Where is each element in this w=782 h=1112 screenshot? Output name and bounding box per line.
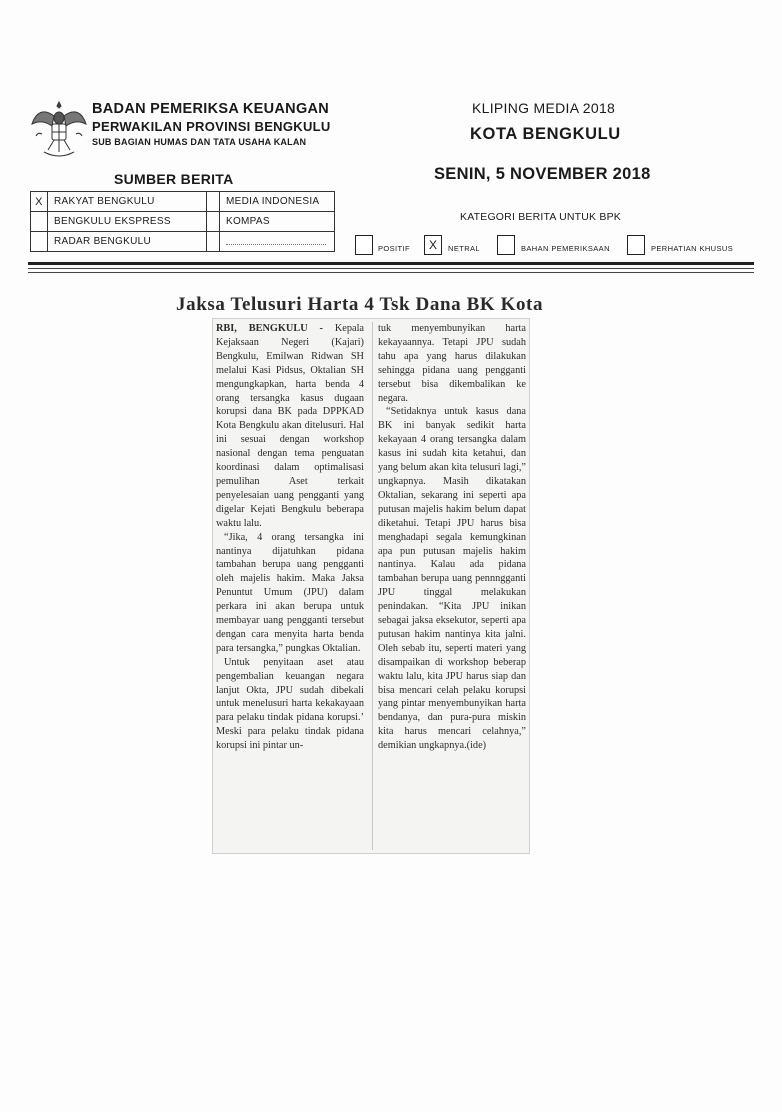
source-mark[interactable] — [31, 232, 48, 252]
checkbox-positif[interactable] — [355, 235, 373, 255]
article-column-1 — [216, 322, 364, 753]
source-name-2 — [220, 232, 335, 252]
checkbox-bahan-pemeriksaan[interactable] — [497, 235, 515, 255]
source-name: RADAR BENGKULU — [48, 232, 207, 252]
blank-source-line — [226, 235, 326, 245]
article-paragraph: “Jika, 4 orang tersangka ini nantinya dijatuhkan pidana tambahan berupa uang pengganti oleh majelis hakim. Maka Jaksa Penuntut Umum (JPU) dalam perkara ini akan berupa untuk membayar uang pengganti tersebut dengan cara menyita harta benda para tersangka,” pungkas Oktalian. — [216, 531, 364, 654]
article-paragraph: Untuk penyitaan aset atau pengembalian keuangan negara lanjut Okta, JPU sudah dibekali untuk menelusuri harta kekakayaan para pelaku tindak pidana korupsi.’ Meski para pelaku tindak pidana korupsi ini pintar un- — [216, 656, 364, 752]
source-mark-2[interactable] — [207, 192, 220, 212]
source-mark-2[interactable] — [207, 232, 220, 252]
header-rule — [28, 262, 754, 265]
kliping-title: KLIPING MEDIA 2018 — [472, 100, 616, 116]
org-branch: PERWAKILAN PROVINSI BENGKULU — [92, 119, 331, 134]
label-netral: NETRAL — [448, 244, 480, 253]
checkbox-netral[interactable]: X — [424, 235, 442, 255]
publication-date: SENIN, 5 NOVEMBER 2018 — [434, 165, 651, 183]
org-unit: SUB BAGIAN HUMAS DAN TATA USAHA KALAN — [92, 137, 307, 147]
source-row — [31, 212, 335, 232]
source-name-2: MEDIA INDONESIA — [220, 192, 335, 212]
region-title: KOTA BENGKULU — [470, 125, 621, 143]
source-row — [31, 192, 335, 212]
source-name: RAKYAT BENGKULU — [48, 192, 207, 212]
article-paragraph: “Setidaknya untuk kasus dana BK ini banyak sedikit harta kekayaan 4 orang tersangka dalam kasus ini sudah kita ketahui, dan yang belum akan kita telusuri lagi,” ungkapnya. Masih dikatakan Oktalian, sekarang ini seperti apa putusan majelis hakim belum dapat diketahui. Tetapi JPU harus bisa menghadapi segala kemungkinan apa pun putusan majelis hakim nantinya. Kalau ada pidana tambahan berupa uang pennngganti JPU tinggal melakukan penindakan. “Kita JPU inikan sebagai jaksa eksekutor, seperti apa putusan hakim nantinya kita jalni. Oleh sebab itu, seperti materi yang disampaikan di workshop beberap waktu lalu, kita JPU harus siap dan bisa mencari celah pelaku korupsi yang pintar menyembunyikan harta bendanya, dan pura-pura miskin kita harus mencari celahnya,” demikian ungkapnya.(ide) — [378, 406, 526, 752]
sources-table — [30, 191, 335, 252]
sources-title: SUMBER BERITA — [114, 171, 234, 187]
label-perhatian-khusus: PERHATIAN KHUSUS — [651, 244, 734, 253]
garuda-emblem-icon — [30, 96, 88, 160]
source-mark[interactable]: X — [31, 192, 48, 212]
label-positif: POSITIF — [378, 244, 410, 253]
source-name-2: KOMPAS — [220, 212, 335, 232]
article-column-2 — [378, 322, 526, 753]
categories-title: KATEGORI BERITA UNTUK BPK — [460, 211, 621, 223]
source-name: BENGKULU EKSPRESS — [48, 212, 207, 232]
source-row — [31, 232, 335, 252]
article-paragraph: tuk menyembunyikan harta kekayaannya. Tetapi JPU sudah tahu apa yang harus dilakukan sehingga pidana uang pengganti tersebut bisa dikembalikan ke negara. — [378, 323, 526, 404]
header-rule-thin — [28, 272, 754, 273]
source-mark-2[interactable] — [207, 212, 220, 232]
article-paragraph: RBI, BENGKULU - Kepala Kejaksaan Negeri (Kajari) Bengkulu, Emilwan Ridwan SH melalui Kasi Pidsus, Oktalian SH mengungkapkan, harta benda 4 orang tersangka kasus dugaan korupsi dana BK pada DPPKAD Kota Bengkulu akan ditelusuri. Hal ini sesuai dengan workshop nasional dengan tema penguatan koordinasi dalam optimalisasi pemulihan Aset terkait penyelesaian uang pengganti yang digelar Kejati Bengkulu beberapa waktu lalu. — [216, 323, 364, 529]
column-divider — [372, 322, 373, 850]
label-bahan-pemeriksaan: BAHAN PEMERIKSAAN — [521, 244, 610, 253]
org-name: BADAN PEMERIKSA KEUANGAN — [92, 101, 330, 117]
article-headline: Jaksa Telusuri Harta 4 Tsk Dana BK Kota — [176, 294, 544, 315]
source-mark[interactable] — [31, 212, 48, 232]
header-rule-thin — [28, 268, 754, 269]
checkbox-perhatian-khusus[interactable] — [627, 235, 645, 255]
dateline: RBI, BENGKULU - — [216, 323, 323, 334]
